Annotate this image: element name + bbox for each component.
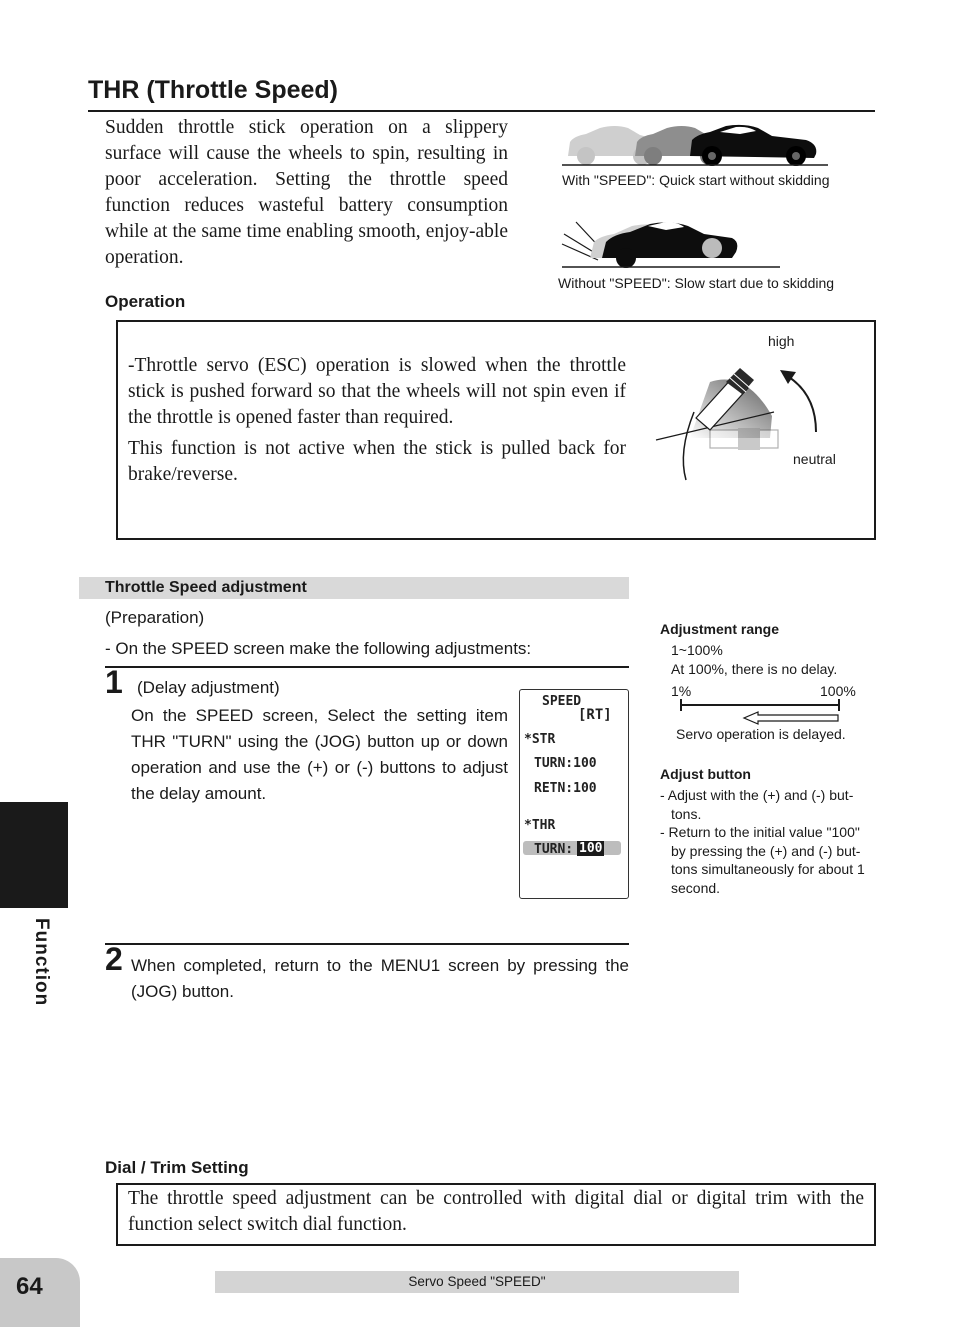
lcd-str-header: *STR [524,732,556,747]
stick-neutral-position [710,428,778,450]
step1-number: 1 [105,664,123,700]
left-arrow-icon [744,712,838,724]
cars-with-speed-illustration [560,122,835,168]
scale-min-label: 1% [671,683,692,699]
step1-title: (Delay adjustment) [137,678,280,697]
adjust-item1-line2: tons. [671,806,702,822]
adjust-item2-line3: tons simultaneously for about 1 [671,861,865,877]
lcd-str-turn: TURN:100 [534,756,597,771]
page-number: 64 [16,1273,43,1300]
lcd-str-retn: RETN:100 [534,781,597,796]
step2-number: 2 [105,941,123,977]
car-without-speed-illustration [560,214,835,272]
car-solid [690,125,816,166]
operation-label: Operation [105,292,186,311]
adjust-item2-line1: - Return to the initial value "100" [660,824,860,840]
footer-title: Servo Speed "SPEED" [408,1274,546,1289]
adjust-item2-line2: by pressing the (+) and (-) but- [671,843,861,859]
adjust-item2-line4: second. [671,880,721,896]
step2-rule [105,943,629,945]
section-tab-block [0,802,68,908]
stick-neutral-label: neutral [793,451,836,467]
step1-rule [105,666,629,668]
adjust-button-title: Adjust button [660,766,751,782]
range-scale-diagram [678,697,844,727]
scale-caption: Servo operation is delayed. [676,726,846,742]
step2-body: When completed, return to the MENU1 screen by pressing the (JOG) button. [131,956,629,1001]
page-title: THR (Throttle Speed) [88,76,338,104]
adjustment-section-title: Throttle Speed adjustment [105,579,307,596]
intro-paragraph: Sudden throttle stick operation on a slippery surface will cause the wheels to spin, resulting in poor acceleration. Setting the throttle speed function reduces wasteful battery consumption while at the same time enabling smooth, enjoy-able operation. [105,117,508,268]
stick-high-label: high [768,333,795,349]
preparation-label: (Preparation) [105,608,205,627]
lcd-thr-header: *THR [524,818,556,833]
lcd-mode: [RT] [578,707,612,723]
dial-trim-text: The throttle speed adjustment can be controlled with digital dial or digital trim with the function select switch dial function. [128,1188,864,1235]
adjust-item1-line1: - Adjust with the (+) and (-) but- [660,787,854,803]
lcd-thr-turn-label: TURN: [534,842,574,857]
lcd-thr-turn-value: 100 [579,841,603,856]
range-value: 1~100% [671,642,723,658]
preparation-instruction: - On the SPEED screen make the following adjustments: [105,639,532,658]
lcd-speed-screen [519,689,629,899]
step1-body: On the SPEED screen, Select the setting item THR "TURN" using the (JOG) button up or down operation and use the (+) or (-) buttons to adjust the delay amount. [131,706,508,803]
adjustment-section-band [79,577,629,599]
without-speed-caption: Without "SPEED": Slow start due to skidding [558,275,835,291]
range-title: Adjustment range [660,621,780,637]
with-speed-caption: With "SPEED": Quick start without skidding [562,172,830,188]
title-rule [88,110,875,112]
car-solid-skidding [602,222,737,268]
operation-text [128,353,626,493]
dial-trim-label: Dial / Trim Setting [105,1158,249,1177]
operation-para-2: This function is not active when the stick is pulled back for brake/reverse. [128,438,626,485]
scale-max-label: 100% [820,683,856,699]
operation-para-1: -Throttle servo (ESC) operation is slowed when the throttle stick is pushed forward so that the wheels will not spin even if the throttle is opened faster than required. [128,355,626,428]
section-tab-label: Function [31,918,52,1007]
lcd-title: SPEED [542,694,582,709]
range-note: At 100%, there is no delay. [671,661,838,677]
footer-title-bar [215,1271,739,1293]
